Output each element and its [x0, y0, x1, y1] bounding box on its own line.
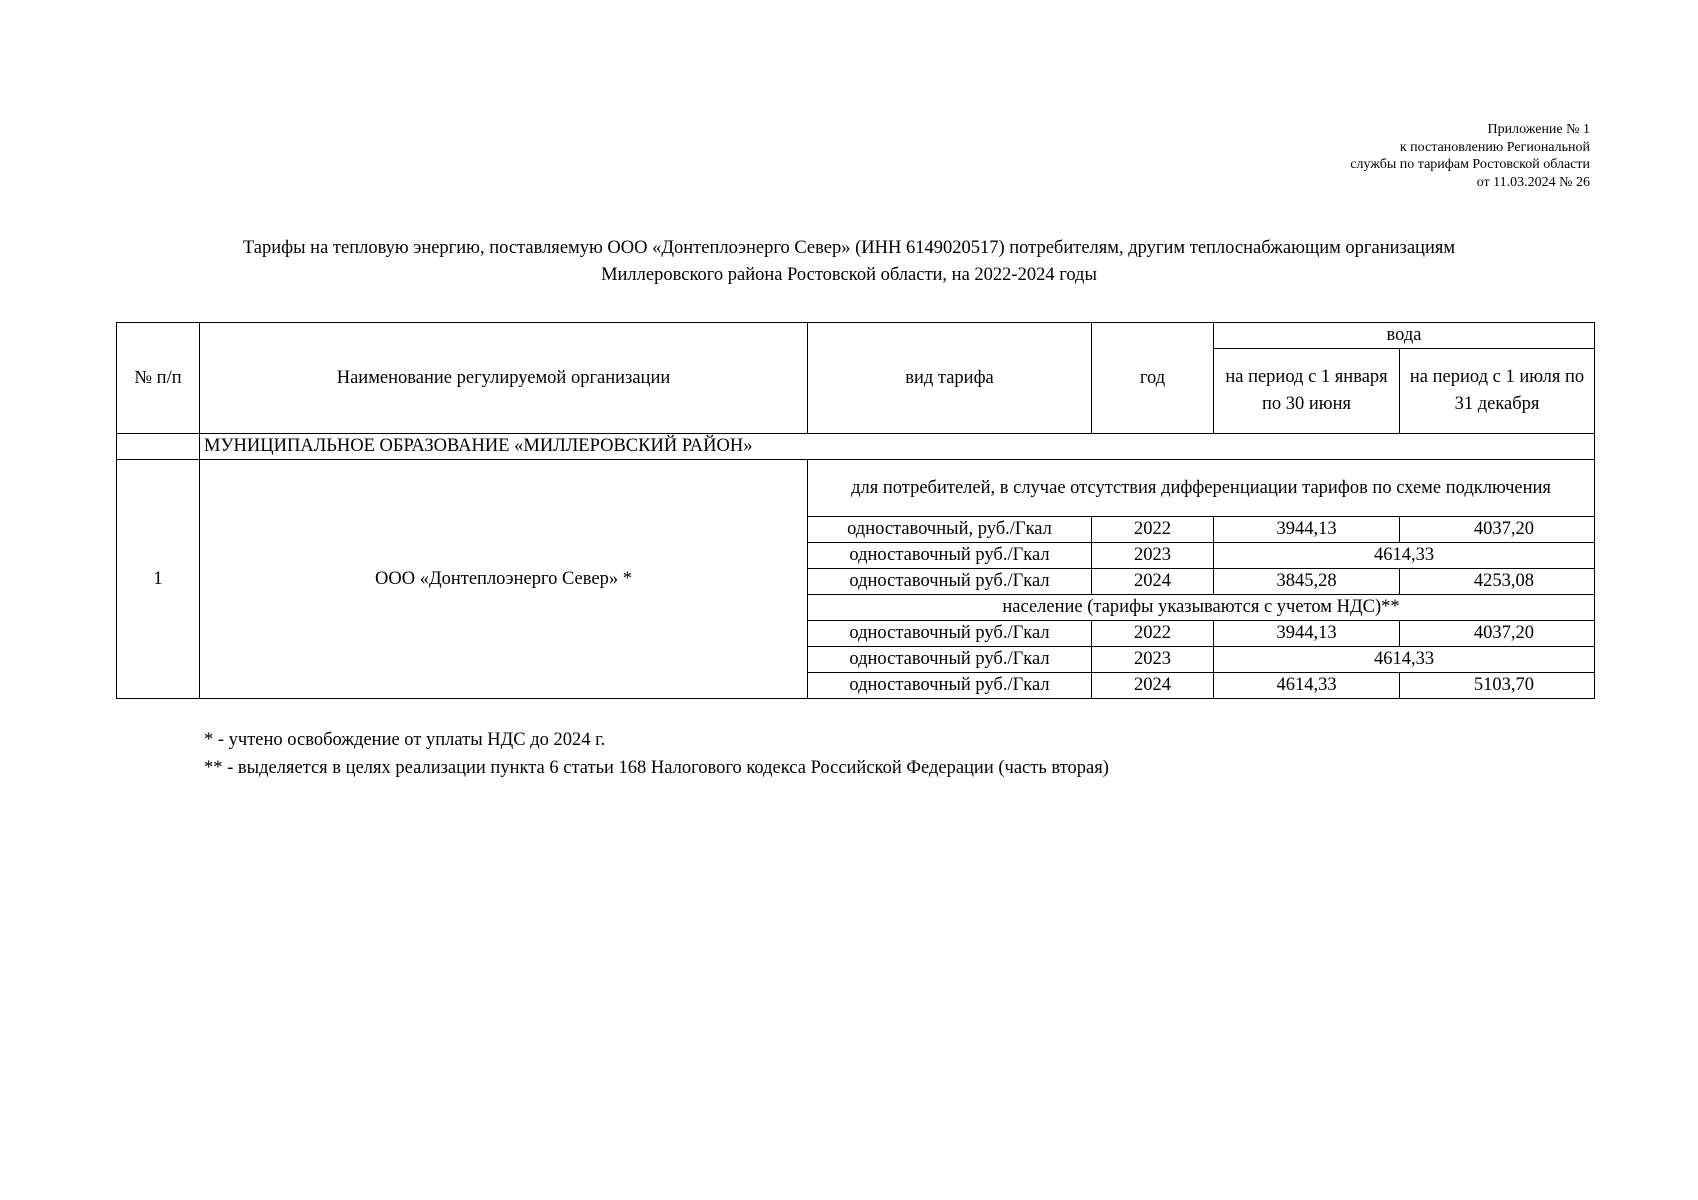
title-line: Тарифы на тепловую энергию, поставляемую ООО «Донтеплоэнерго Север» (ИНН 6149020517) потребителям, другим теплоснабжающим организациям [242, 238, 1456, 258]
value-h1-cell: 3944,13 [1214, 517, 1400, 543]
appendix-line: службы по тарифам Ростовской области [1350, 157, 1590, 172]
year-cell: 2022 [1092, 621, 1214, 647]
value-h1-cell: 3845,28 [1214, 569, 1400, 595]
group-label-population: население (тарифы указываются с учетом НДС)** [808, 595, 1595, 621]
header-org-name: Наименование регулируемой организации [200, 323, 808, 434]
footnotes [204, 726, 1109, 782]
group-label-consumers: для потребителей, в случае отсутствия дифференциации тарифов по схеме подключения [808, 460, 1595, 517]
value-h2-cell: 4253,08 [1400, 569, 1595, 595]
value-h2-cell: 5103,70 [1400, 673, 1595, 699]
year-cell: 2022 [1092, 517, 1214, 543]
value-merged-cell: 4614,33 [1214, 543, 1595, 569]
header-water: вода [1214, 323, 1595, 349]
year-cell: 2024 [1092, 569, 1214, 595]
year-cell: 2023 [1092, 647, 1214, 673]
value-merged-cell: 4614,33 [1214, 647, 1595, 673]
tariff-type-cell: одноставочный руб./Гкал [808, 647, 1092, 673]
year-cell: 2024 [1092, 673, 1214, 699]
value-h1-cell: 4614,33 [1214, 673, 1400, 699]
tariff-type-cell: одноставочный руб./Гкал [808, 569, 1092, 595]
tariff-type-cell: одноставочный руб./Гкал [808, 673, 1092, 699]
appendix-line: Приложение № 1 [1487, 122, 1590, 137]
header-period-1: на период с 1 января по 30 июня [1214, 349, 1400, 434]
appendix-block [1350, 121, 1590, 191]
value-h2-cell: 4037,20 [1400, 621, 1595, 647]
value-h2-cell: 4037,20 [1400, 517, 1595, 543]
tariff-table [116, 322, 1595, 699]
footnote-vat-allocation: ** - выделяется в целях реализации пункта 6 статьи 168 Налогового кодекса Российской Федерации (часть вторая) [204, 758, 1109, 778]
year-cell: 2023 [1092, 543, 1214, 569]
header-number: № п/п [117, 323, 200, 434]
org-name: ООО «Донтеплоэнерго Север» * [200, 460, 808, 699]
municipality-number-cell [117, 434, 200, 460]
appendix-line: от 11.03.2024 № 26 [1476, 174, 1590, 190]
document-title [100, 235, 1598, 289]
value-h1-cell: 3944,13 [1214, 621, 1400, 647]
tariff-type-cell: одноставочный руб./Гкал [808, 621, 1092, 647]
tariff-type-cell: одноставочный, руб./Гкал [808, 517, 1092, 543]
header-tariff-type: вид тарифа [808, 323, 1092, 434]
header-period-2: на период с 1 июля по 31 декабря [1400, 349, 1595, 434]
footnote-vat-exemption: * - учтено освобождение от уплаты НДС до 2024 г. [204, 730, 606, 750]
org-number: 1 [117, 460, 200, 699]
municipality-label: МУНИЦИПАЛЬНОЕ ОБРАЗОВАНИЕ «МИЛЛЕРОВСКИЙ РАЙОН» [200, 434, 1595, 460]
title-line: Миллеровского района Ростовской области, на 2022-2024 годы [601, 265, 1097, 285]
header-year: год [1092, 323, 1214, 434]
appendix-line: к постановлению Региональной [1399, 139, 1590, 155]
tariff-type-cell: одноставочный руб./Гкал [808, 543, 1092, 569]
